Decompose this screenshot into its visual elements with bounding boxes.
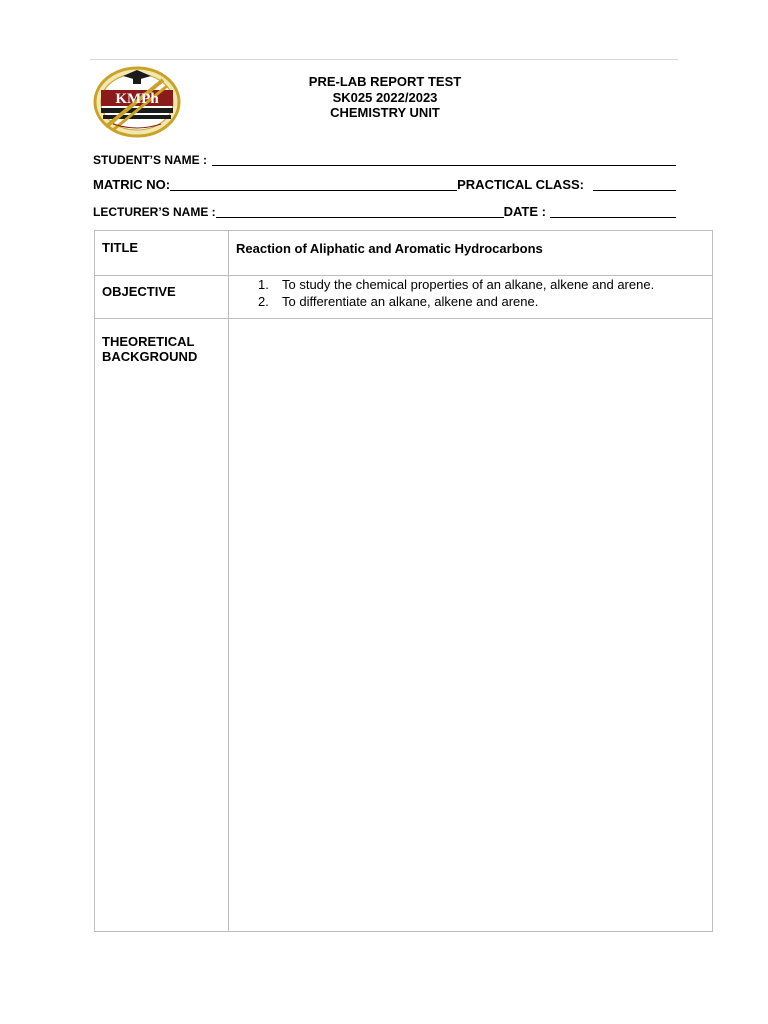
list-item [236,276,712,293]
objective-label: OBJECTIVE [95,276,229,319]
matric-label: MATRIC NO: [93,177,171,192]
header-title: PRE-LAB REPORT TEST [308,74,462,89]
objective-text: To differentiate an alkane, alkene and arene. [282,294,539,309]
table-row-objective [95,276,713,319]
objective-number: 2. [258,294,269,309]
table-row-title [95,231,713,276]
practical-class-label: PRACTICAL CLASS: [457,177,584,192]
theory-label-line2: BACKGROUND [102,349,198,364]
title-cell[interactable] [229,231,713,276]
matric-row [93,176,676,192]
kmph-logo-icon [93,66,181,138]
matric-field[interactable] [170,176,457,191]
lecturer-label: LECTURER’S NAME : [93,205,216,219]
lecturer-row [93,203,676,219]
theory-label-line1: THEORETICAL [102,334,195,349]
date-label: DATE : [503,204,546,219]
student-name-row [93,151,676,167]
theory-answer-area[interactable] [229,319,713,932]
header-unit: CHEMISTRY UNIT [330,105,440,120]
top-rule [90,59,678,60]
student-name-label: STUDENT’S NAME : [93,153,207,167]
list-item [236,293,712,310]
logo-text: KMPh [115,91,159,107]
practical-class-field[interactable] [593,176,676,191]
objective-number: 1. [258,277,269,292]
theory-label [95,319,229,932]
title-label: TITLE [95,231,229,276]
objective-cell[interactable] [229,276,713,319]
report-table [94,230,713,932]
title-value: Reaction of Aliphatic and Aromatic Hydrocarbons [236,241,543,256]
lecturer-field[interactable] [216,203,504,218]
student-name-field[interactable] [212,151,676,166]
header-course: SK025 2022/2023 [332,89,438,105]
objective-text: To study the chemical properties of an alkane, alkene and arene. [282,277,655,292]
objective-list [236,276,712,310]
table-row-theory [95,319,713,932]
report-header [240,74,530,121]
date-field[interactable] [550,203,676,218]
